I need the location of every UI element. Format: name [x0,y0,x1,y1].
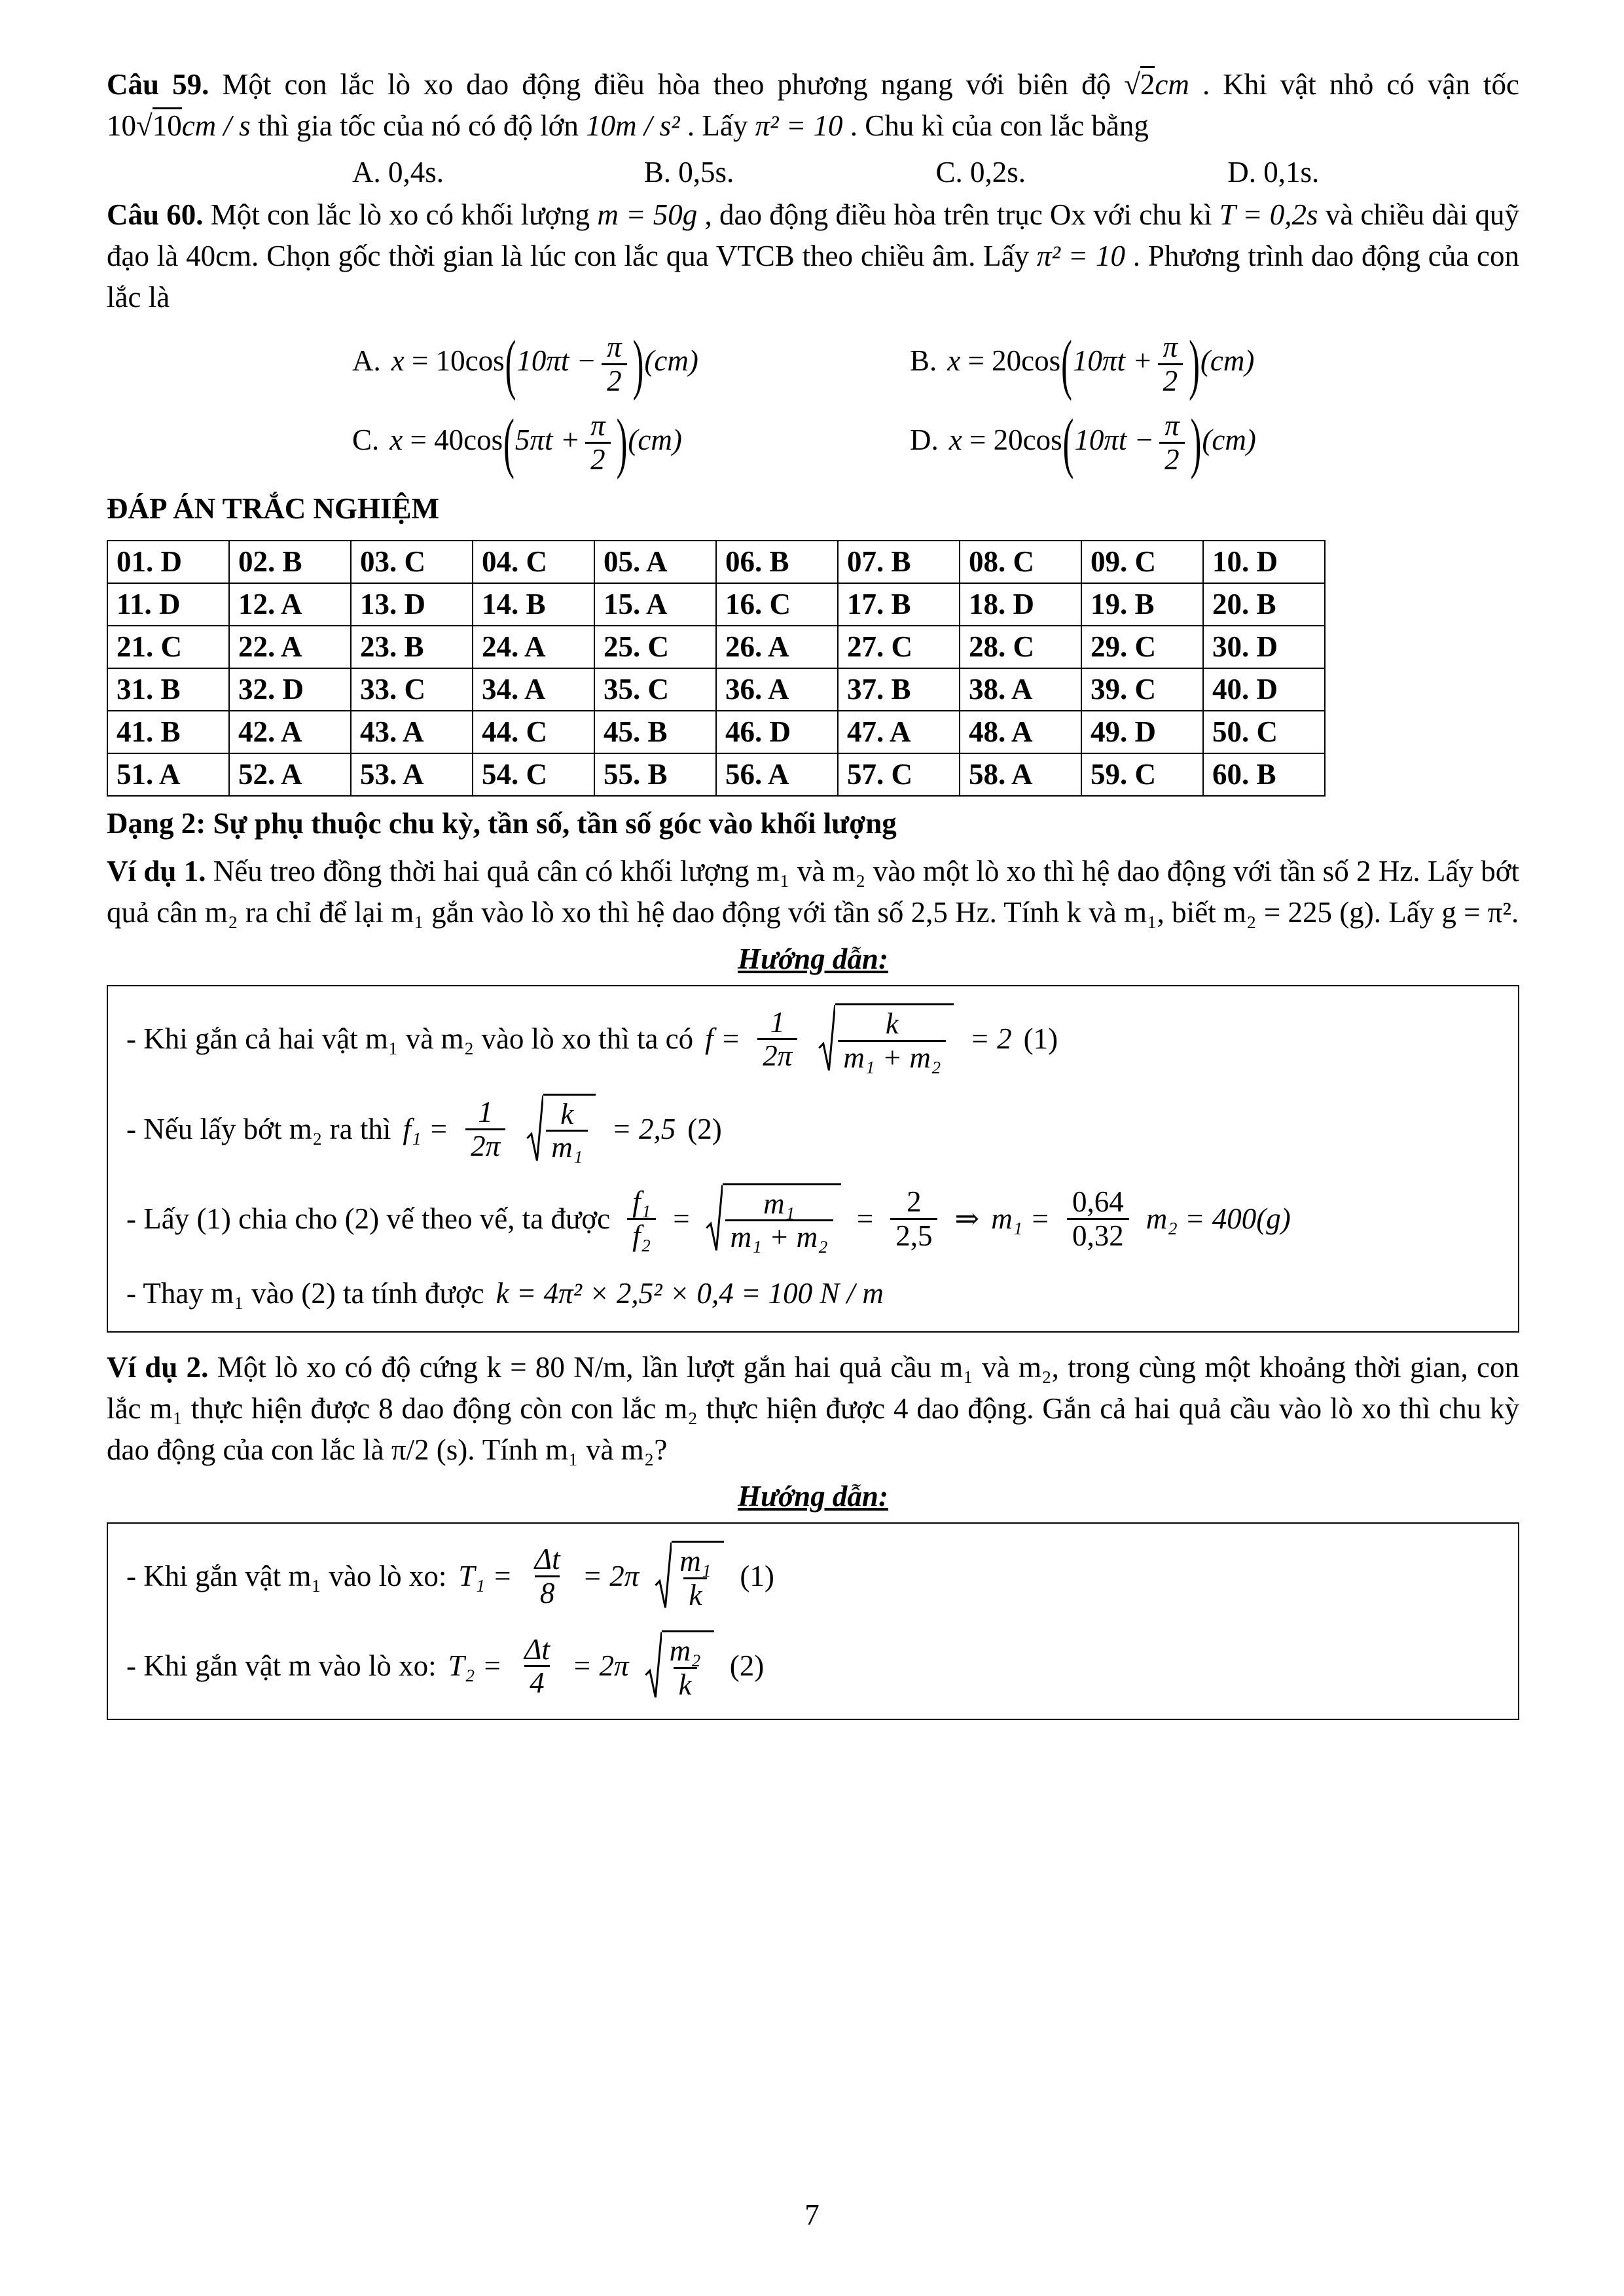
solution-step [126,1532,1500,1621]
fraction-denominator: 2 [1158,363,1183,397]
example-label: Ví dụ 1. [107,855,206,888]
text-run: . Khi vật nhỏ có vận tốc [1189,68,1519,101]
answer-cell: 47. A [838,711,960,753]
fraction-numerator: Δt [534,1543,560,1576]
example-2 [107,1347,1519,1471]
right-paren-icon: ) [616,404,628,480]
radical-icon [526,1094,543,1165]
answer-cell: 52. A [229,753,351,796]
radical-icon [818,1003,835,1075]
answer-cell: 38. A [960,668,1081,711]
fraction [519,1634,555,1699]
fraction [627,1186,656,1251]
answer-cell: 59. C [1081,753,1203,796]
question-label: Câu 59. [107,68,209,101]
question-59 [107,64,1519,147]
formula-lhs: T₁ = [458,1560,513,1593]
fraction-denominator: m₁ [546,1130,588,1164]
option-c [352,404,910,480]
text-run: . Phương trình dao động của con lắc là [107,240,1519,314]
right-paren-icon: ) [1190,404,1202,480]
period-math: T = 0,2s [1219,198,1318,231]
fraction-denominator: k [683,1577,707,1611]
fraction [585,410,611,475]
radical-icon: √ [1124,68,1140,101]
answer-cell: 21. C [107,626,229,668]
option-formula [948,404,1256,480]
fraction-denominator: k [674,1667,697,1701]
question-60-options-row-2 [352,404,1519,480]
fraction-denominator: 2π [465,1128,505,1162]
mass-math: m = 50g [597,198,698,231]
fraction-numerator: k [560,1097,574,1130]
radicand [672,1541,724,1612]
option-b: B. 0,5s. [643,156,734,188]
example-1 [107,851,1519,933]
answer-cell: 58. A [960,753,1081,796]
page-number: 7 [804,2198,820,2231]
answer-cell: 18. D [960,583,1081,626]
unit: cm / s [181,109,251,142]
formula-argument: 10πt − [1074,423,1155,456]
answer-cell: 22. A [229,626,351,668]
formula-rhs: = 2,5 [611,1112,676,1145]
solution-box-1 [107,985,1519,1333]
answer-cell: 20. B [1203,583,1325,626]
text-run: , dao động điều hòa trên trục Ox với chu kì [697,198,1219,231]
right-paren-icon: ) [1189,326,1200,402]
option-letter: A. [352,344,381,378]
answer-row [107,626,1325,668]
radicand [543,1094,596,1165]
answer-cell: 25. C [594,626,716,668]
formula-mid: = 2π [582,1560,640,1593]
answer-cell: 09. C [1081,541,1203,583]
fraction [465,1096,505,1162]
answer-row [107,711,1325,753]
fraction-numerator: 0,64 [1072,1185,1124,1219]
acceleration-math: 10m / s² [586,109,680,142]
fraction-denominator: 2 [1159,442,1185,476]
fraction-denominator: 2 [585,442,611,476]
answer-row [107,668,1325,711]
answer-key-table [107,540,1326,797]
fraction [1159,410,1185,475]
radical-icon [645,1630,662,1702]
formula-unit: (cm) [1200,344,1255,378]
answer-cell: 56. A [716,753,838,796]
equation-tag: (1) [740,1560,774,1593]
answer-cell: 14. B [473,583,594,626]
step-text: - Thay m₁ vào (2) ta tính được [126,1276,484,1310]
fraction [602,331,627,397]
fraction-numerator: k [885,1007,899,1041]
answer-cell: 54. C [473,753,594,796]
text-run: Một lò xo có độ cứng k = 80 N/m, lần lượt gắn hai quả cầu m₁ và m₂, trong cùng một khoảng thời gian, con lắc m₁ thực hiện được 8 dao động còn con lắc m₂ thực hiện được 4 dao động. Gắn cả hai quả cầu vào lò xo thì chu kỳ dao động của con lắc là π/2 (s). Tính m₁ và m₂? [107,1350,1519,1466]
radicand: 10 [153,107,182,142]
fraction-denominator: 0,32 [1067,1218,1129,1252]
answer-cell: 33. C [351,668,473,711]
solution-step [126,1174,1500,1264]
equation-tag: (2) [687,1112,722,1145]
question-label: Câu 60. [107,198,204,231]
answer-cell: 39. C [1081,668,1203,711]
fraction-numerator: m₁ [679,1544,712,1577]
equation-tag: (1) [1023,1022,1058,1056]
variable: x [948,423,962,456]
formula-argument: 10πt − [516,344,597,378]
answer-cell: 46. D [716,711,838,753]
amplitude-math [1124,66,1189,101]
left-paren-icon: ( [1061,326,1072,402]
fraction [546,1098,588,1164]
fraction [1067,1186,1129,1251]
formula-mid: = 2π [571,1649,629,1683]
radical-icon [706,1183,723,1255]
answer-row [107,541,1325,583]
formula-tail: m₂ = 400(g) [1146,1202,1291,1235]
answer-cell: 60. B [1203,753,1325,796]
option-letter: C. [352,423,380,456]
answer-cell: 44. C [473,711,594,753]
answer-cell: 53. A [351,753,473,796]
fraction-denominator: m₁ + m₂ [838,1040,946,1074]
answer-cell: 08. C [960,541,1081,583]
formula-unit: (cm) [1202,423,1256,456]
velocity-math [107,107,251,142]
solution-step [126,994,1500,1084]
answer-cell: 43. A [351,711,473,753]
answer-cell: 32. D [229,668,351,711]
fraction-numerator: 1 [770,1005,785,1039]
fraction-numerator: π [590,409,605,442]
answer-cell: 48. A [960,711,1081,753]
fraction-numerator: Δt [524,1632,550,1666]
answer-cell: 50. C [1203,711,1325,753]
answer-row [107,583,1325,626]
answer-cell: 13. D [351,583,473,626]
step-text: - Khi gắn vật m₁ vào lò xo: [126,1560,447,1593]
answer-cell: 34. A [473,668,594,711]
left-paren-icon: ( [505,326,516,402]
text-run: . Lấy [679,109,755,142]
formula-mid: m₁ = [991,1202,1050,1235]
answer-cell: 36. A [716,668,838,711]
option-d: D. 0,1s. [1227,156,1320,188]
option-a: A. 0,4s. [352,156,444,188]
option-formula [947,326,1255,402]
square-root [645,1630,714,1702]
formula-head: = 40cos [403,423,503,456]
text-run: Một con lắc lò xo có khối lượng [203,198,598,231]
option-d [910,404,1468,480]
radical-icon: √ [136,109,153,142]
variable: x [389,423,403,456]
question-60 [107,194,1519,318]
solution-step [126,1264,1500,1323]
answer-cell: 31. B [107,668,229,711]
formula-lhs: f = [705,1022,741,1056]
formula-lhs: f₁ = [403,1112,449,1145]
fraction-numerator: m₂ [669,1634,701,1668]
implies-icon: ⇒ [954,1202,980,1235]
equals-sign: = [856,1202,874,1235]
radicand: 2 [1140,66,1155,101]
answer-cell: 07. B [838,541,960,583]
answer-cell: 15. A [594,583,716,626]
coefficient: 10 [107,109,136,142]
fraction [838,1008,946,1073]
fraction [674,1545,716,1611]
question-60-options-row-1 [352,326,1519,402]
fraction [757,1007,797,1072]
answer-cell: 28. C [960,626,1081,668]
text-run: thì gia tốc của nó có độ lớn [250,109,586,142]
text-run: và chiều dài quỹ đạo là 40cm. Chọn gốc thời gian là lúc con lắc qua VTCB theo chiều âm. Lấy [107,198,1519,272]
solution-step [126,1085,1500,1174]
fraction-numerator: π [1164,409,1180,442]
pi-squared-math: π² = 10 [755,109,843,142]
answer-cell: 57. C [838,753,960,796]
question-59-options [352,152,1519,193]
step-text: - Lấy (1) chia cho (2) vế theo vế, ta được [126,1202,611,1235]
square-root [655,1541,724,1612]
answer-row [107,753,1325,796]
equation-tag: (2) [729,1649,765,1683]
variable: x [947,344,961,378]
formula-head: = 20cos [962,423,1062,456]
fraction-denominator: m₁ + m₂ [725,1219,833,1253]
option-formula [391,326,698,402]
square-root [526,1094,596,1165]
formula: k = 4π² × 2,5² × 0,4 = 100 N / m [496,1276,884,1310]
answer-cell: 19. B [1081,583,1203,626]
answer-cell: 30. D [1203,626,1325,668]
fraction-denominator: 2 [602,363,627,397]
answer-cell: 51. A [107,753,229,796]
square-root [818,1003,954,1075]
text-run: Một con lắc lò xo dao động điều hòa theo phương ngang với biên độ [209,68,1125,101]
step-text: - Khi gắn cả hai vật m₁ và m₂ vào lò xo thì ta có [126,1022,694,1056]
formula-unit: (cm) [644,344,698,378]
step-text: - Khi gắn vật m vào lò xo: [126,1649,437,1683]
answer-cell: 41. B [107,711,229,753]
radical-icon [655,1541,672,1612]
formula-head: = 20cos [960,344,1061,378]
fraction-numerator: m₁ [763,1187,795,1220]
answer-cell: 12. A [229,583,351,626]
fraction [530,1543,566,1609]
example-label: Ví dụ 2. [107,1350,209,1384]
fraction-denominator: 4 [524,1665,550,1699]
radicand [662,1630,714,1702]
answer-cell: 04. C [473,541,594,583]
answer-cell: 27. C [838,626,960,668]
answer-cell: 10. D [1203,541,1325,583]
formula-rhs: = 2 [969,1022,1012,1056]
fraction [725,1188,833,1253]
formula-head: = 10cos [404,344,505,378]
answer-cell: 01. D [107,541,229,583]
answer-cell: 26. A [716,626,838,668]
pi-squared-math: π² = 10 [1036,240,1125,272]
answer-cell: 17. B [838,583,960,626]
answer-cell: 11. D [107,583,229,626]
text-run: Nếu treo đồng thời hai quả cân có khối lượng m₁ và m₂ vào một lò xo thì hệ dao động với tần số 2 Hz. Lấy bớt quả cân m₂ ra chỉ để lại m₁ gắn vào lò xo thì hệ dao động với tần số 2,5 Hz. Tính k và m₁, biết m₂ = 225 (g). Lấy g = π². [107,855,1519,929]
answer-cell: 29. C [1081,626,1203,668]
fraction-numerator: 1 [478,1096,493,1129]
answer-cell: 55. B [594,753,716,796]
formula-argument: 10πt + [1072,344,1153,378]
fraction-denominator: f₂ [627,1218,656,1252]
fraction-denominator: 2π [757,1038,797,1072]
option-letter: B. [910,344,937,378]
answer-cell: 16. C [716,583,838,626]
left-paren-icon: ( [503,404,514,480]
solution-heading: Hướng dẫn: [738,1479,888,1513]
right-paren-icon: ) [632,326,644,402]
answer-cell: 23. B [351,626,473,668]
answer-cell: 45. B [594,711,716,753]
fraction [890,1186,937,1251]
formula-unit: (cm) [628,423,682,456]
answer-cell: 37. B [838,668,960,711]
answer-cell: 02. B [229,541,351,583]
formula-argument: 5πt + [514,423,581,456]
fraction-denominator: 8 [535,1575,560,1609]
answer-cell: 35. C [594,668,716,711]
answer-cell: 03. C [351,541,473,583]
square-root [706,1183,841,1255]
left-paren-icon: ( [1062,404,1074,480]
fraction-numerator: f₁ [632,1185,651,1219]
answer-cell: 42. A [229,711,351,753]
section-heading-dang-2: Dạng 2: Sự phụ thuộc chu kỳ, tần số, tần số góc vào khối lượng [107,807,897,840]
answer-cell: 06. B [716,541,838,583]
formula-lhs: T₂ = [448,1649,502,1683]
answer-cell: 05. A [594,541,716,583]
option-c: C. 0,2s. [935,156,1026,188]
option-b [910,326,1468,402]
answer-cell: 24. A [473,626,594,668]
text-run: . Chu kì của con lắc bằng [842,109,1149,142]
answer-key-heading: ĐÁP ÁN TRẮC NGHIỆM [107,492,439,526]
unit: cm [1155,68,1189,101]
solution-step [126,1621,1500,1711]
option-formula [389,404,682,480]
fraction [664,1635,706,1700]
answer-cell: 40. D [1203,668,1325,711]
fraction [1158,331,1183,397]
fraction-numerator: π [1163,331,1178,363]
radicand [835,1003,954,1075]
fraction-denominator: 2,5 [890,1218,937,1252]
fraction-numerator: π [607,331,622,363]
radicand [723,1183,841,1255]
equals-sign: = [673,1202,690,1235]
variable: x [391,344,405,378]
answer-cell: 49. D [1081,711,1203,753]
option-letter: D. [910,423,939,456]
option-a [352,326,910,402]
fraction-numerator: 2 [907,1185,922,1219]
solution-box-2 [107,1522,1519,1720]
step-text: - Nếu lấy bớt m₂ ra thì [126,1112,391,1145]
solution-heading: Hướng dẫn: [738,942,888,976]
